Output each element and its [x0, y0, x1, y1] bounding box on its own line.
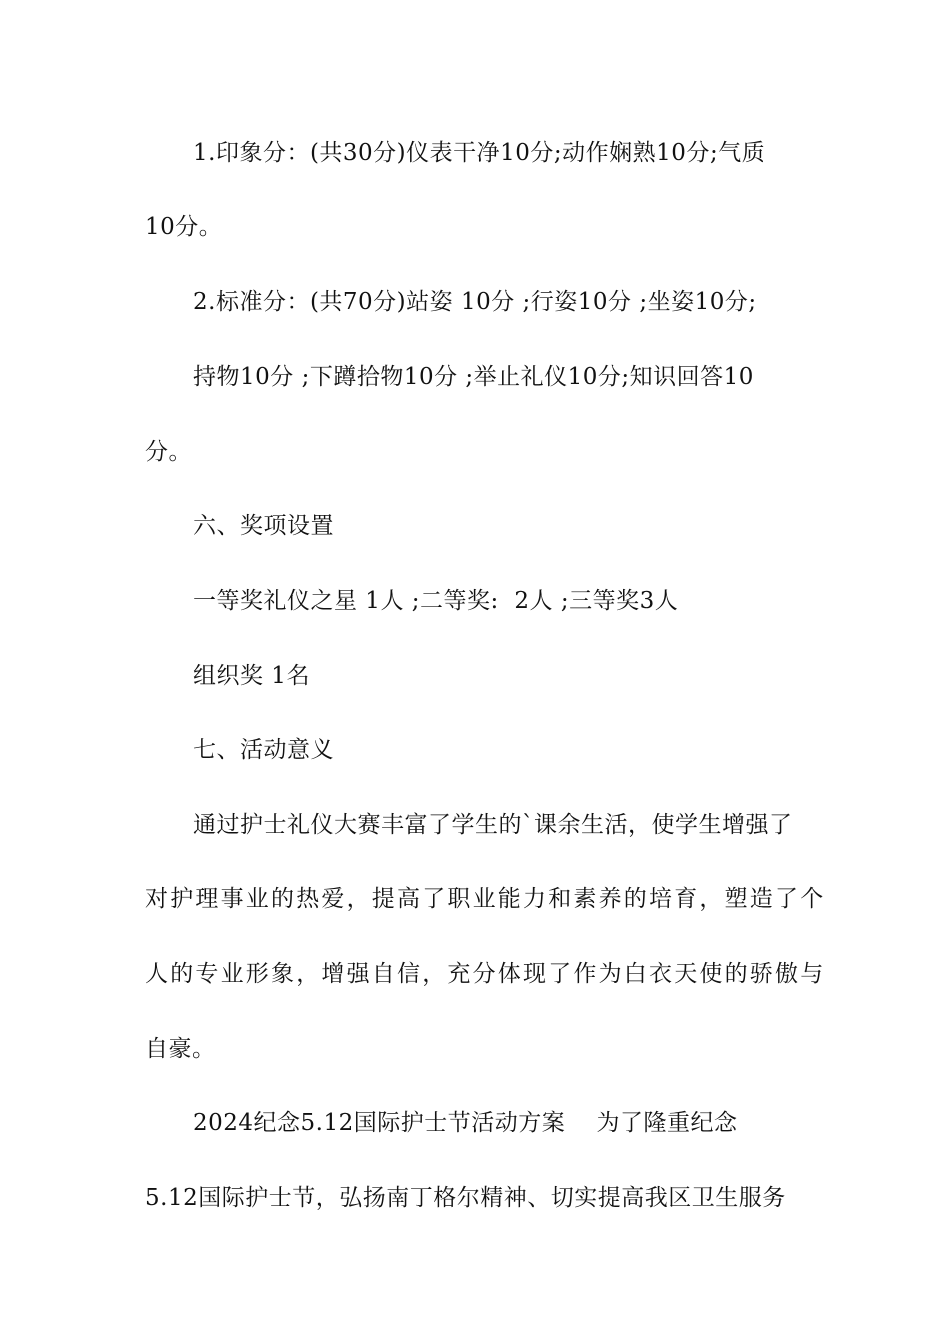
- paragraph-significance-line-3: 人的专业形象，增强自信，充分体现了作为白衣天使的骄傲与: [145, 961, 826, 987]
- text-line-organization-award: 组织奖 1名: [193, 663, 310, 689]
- text-line-scoring-impression-cont: 10分。: [145, 214, 223, 240]
- section-heading-significance: 七、活动意义: [193, 737, 334, 763]
- text-line-scoring-standard-cont: 持物10分 ;下蹲拾物10分 ;举止礼仪10分;知识回答10: [193, 364, 754, 390]
- section-heading-awards: 六、奖项设置: [193, 513, 334, 539]
- text-line-scoring-standard: 2.标准分：(共70分)站姿 10分 ;行姿10分 ;坐姿10分;: [193, 289, 757, 315]
- text-line-scoring-impression: 1.印象分：(共30分)仪表干净10分;动作娴熟10分;气质: [193, 140, 766, 166]
- paragraph-significance-line-4: 自豪。: [145, 1036, 216, 1062]
- paragraph-plan-line-1: 2024纪念5.12国际护士节活动方案 为了隆重纪念: [193, 1110, 738, 1136]
- paragraph-plan-line-2: 5.12国际护士节，弘扬南丁格尔精神、切实提高我区卫生服务: [145, 1185, 786, 1211]
- paragraph-significance-line-1: 通过护士礼仪大赛丰富了学生的`课余生活，使学生增强了: [193, 812, 793, 838]
- text-line-awards: 一等奖礼仪之星 1人 ;二等奖: 2人 ;三等奖3人: [193, 588, 679, 614]
- text-line-scoring-standard-end: 分。: [145, 439, 192, 465]
- paragraph-significance-line-2: 对护理事业的热爱，提高了职业能力和素养的培育，塑造了个: [145, 886, 826, 912]
